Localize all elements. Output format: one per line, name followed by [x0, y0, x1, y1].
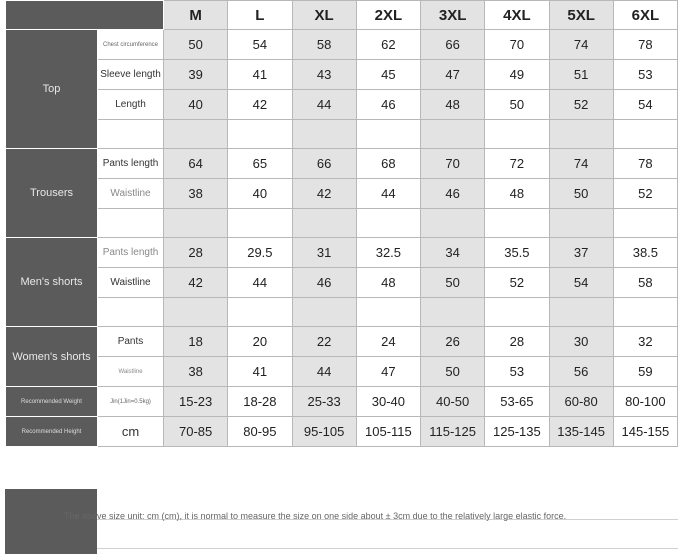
measurement-value: 64 [164, 149, 228, 179]
size-header-cell: 3XL [421, 1, 485, 30]
spacer-cell [485, 120, 549, 149]
measurement-row [6, 179, 678, 209]
spacer-cell [98, 209, 164, 238]
measurement-value: 37 [549, 238, 613, 268]
measurement-row [6, 327, 678, 357]
measurement-value: 49 [485, 60, 549, 90]
measurement-value: 40 [228, 179, 292, 209]
measurement-value: 54 [549, 268, 613, 298]
measurement-value: 45 [356, 60, 420, 90]
category-label: Top [6, 30, 98, 149]
spacer-cell [164, 209, 228, 238]
spacer-cell [421, 209, 485, 238]
recommended-weight-value: 80-100 [613, 387, 677, 417]
spacer-cell [549, 120, 613, 149]
recommended-weight-value: 30-40 [356, 387, 420, 417]
measurement-value: 68 [356, 149, 420, 179]
measurement-value: 30 [549, 327, 613, 357]
recommended-weight-value: 60-80 [549, 387, 613, 417]
spacer-cell [613, 120, 677, 149]
spacer-cell [421, 298, 485, 327]
measurement-value: 59 [613, 357, 677, 387]
measurement-value: 38 [164, 357, 228, 387]
recommended-height-value: 95-105 [292, 417, 356, 447]
measurement-value: 52 [485, 268, 549, 298]
recommended-height-value: 80-95 [228, 417, 292, 447]
size-header-cell: 5XL [549, 1, 613, 30]
recommended-height-value: 125-135 [485, 417, 549, 447]
measurement-value: 28 [164, 238, 228, 268]
measurement-row [6, 149, 678, 179]
measurement-value: 38 [164, 179, 228, 209]
size-chart-body [6, 1, 678, 447]
measurement-value: 38.5 [613, 238, 677, 268]
measurement-value: 70 [485, 30, 549, 60]
measurement-value: 48 [356, 268, 420, 298]
size-header-cell: 6XL [613, 1, 677, 30]
category-label: Trousers [6, 149, 98, 238]
size-header-cell: 4XL [485, 1, 549, 30]
size-header-cell: M [164, 1, 228, 30]
spacer-row [6, 120, 678, 149]
measurement-value: 44 [228, 268, 292, 298]
measurement-value: 47 [356, 357, 420, 387]
measurement-value: 74 [549, 149, 613, 179]
recommended-weight-value: 53-65 [485, 387, 549, 417]
measurement-label: Sleeve length [98, 60, 164, 90]
measurement-value: 29.5 [228, 238, 292, 268]
measurement-label: Waistline [98, 357, 164, 387]
spacer-cell [292, 120, 356, 149]
measurement-value: 58 [613, 268, 677, 298]
measurement-value: 74 [549, 30, 613, 60]
measurement-value: 54 [228, 30, 292, 60]
spacer-cell [356, 209, 420, 238]
measurement-value: 54 [613, 90, 677, 120]
measurement-value: 72 [485, 149, 549, 179]
recommended-height-value: 115-125 [421, 417, 485, 447]
spacer-cell [549, 209, 613, 238]
recommended-height-label: Recommended Height [6, 417, 98, 447]
recommended-height-value: 135-145 [549, 417, 613, 447]
note-category-block [5, 489, 97, 554]
spacer-cell [228, 298, 292, 327]
measurement-value: 51 [549, 60, 613, 90]
measurement-value: 28 [485, 327, 549, 357]
measurement-value: 46 [421, 179, 485, 209]
measurement-value: 70 [421, 149, 485, 179]
recommended-height-value: 145-155 [613, 417, 677, 447]
spacer-cell [164, 120, 228, 149]
measurement-value: 32 [613, 327, 677, 357]
spacer-cell [549, 298, 613, 327]
measurement-value: 50 [421, 268, 485, 298]
measurement-label: Pants length [98, 149, 164, 179]
measurement-row [6, 90, 678, 120]
measurement-value: 42 [164, 268, 228, 298]
spacer-cell [421, 120, 485, 149]
measurement-value: 32.5 [356, 238, 420, 268]
recommended-weight-unit: Jin(1Jin=0.5kg) [98, 387, 164, 417]
spacer-cell [613, 209, 677, 238]
spacer-cell [356, 120, 420, 149]
category-label: Women's shorts [6, 327, 98, 387]
recommended-weight-value: 25-33 [292, 387, 356, 417]
measurement-value: 50 [485, 90, 549, 120]
measurement-value: 31 [292, 238, 356, 268]
measurement-value: 58 [292, 30, 356, 60]
measurement-value: 26 [421, 327, 485, 357]
size-header-cell: 2XL [356, 1, 420, 30]
measurement-value: 78 [613, 149, 677, 179]
spacer-cell [228, 209, 292, 238]
measurement-value: 62 [356, 30, 420, 60]
category-label: Men's shorts [6, 238, 98, 327]
measurement-label: Waistline [98, 268, 164, 298]
measurement-value: 46 [292, 268, 356, 298]
spacer-cell [164, 298, 228, 327]
size-note: The above size unit: cm (cm), it is normal to measure the size on one side about ± 3cm due to the relatively large elastic force. [64, 511, 567, 521]
measurement-row [6, 30, 678, 60]
measurement-value: 50 [549, 179, 613, 209]
measurement-value: 50 [421, 357, 485, 387]
spacer-cell [613, 298, 677, 327]
spacer-cell [98, 298, 164, 327]
measurement-value: 22 [292, 327, 356, 357]
measurement-label: Length [98, 90, 164, 120]
recommended-height-row [6, 417, 678, 447]
measurement-value: 46 [356, 90, 420, 120]
spacer-cell [292, 209, 356, 238]
spacer-cell [228, 120, 292, 149]
measurement-value: 44 [356, 179, 420, 209]
measurement-value: 66 [292, 149, 356, 179]
recommended-height-value: 70-85 [164, 417, 228, 447]
header-corner [6, 1, 164, 30]
measurement-value: 40 [164, 90, 228, 120]
measurement-value: 20 [228, 327, 292, 357]
measurement-value: 18 [164, 327, 228, 357]
measurement-value: 35.5 [485, 238, 549, 268]
spacer-cell [292, 298, 356, 327]
measurement-label: Chest circumference [98, 30, 164, 60]
recommended-weight-row [6, 387, 678, 417]
recommended-weight-value: 15-23 [164, 387, 228, 417]
measurement-row [6, 60, 678, 90]
measurement-value: 52 [549, 90, 613, 120]
note-bottom-divider [97, 548, 678, 549]
spacer-cell [485, 209, 549, 238]
measurement-value: 53 [613, 60, 677, 90]
measurement-value: 48 [421, 90, 485, 120]
measurement-value: 52 [613, 179, 677, 209]
measurement-value: 34 [421, 238, 485, 268]
measurement-value: 42 [292, 179, 356, 209]
measurement-value: 56 [549, 357, 613, 387]
spacer-row [6, 209, 678, 238]
recommended-height-unit: cm [98, 417, 164, 447]
measurement-label: Waistline [98, 179, 164, 209]
measurement-label: Pants length [98, 238, 164, 268]
measurement-value: 50 [164, 30, 228, 60]
measurement-value: 47 [421, 60, 485, 90]
measurement-value: 41 [228, 357, 292, 387]
spacer-cell [98, 120, 164, 149]
measurement-row [6, 238, 678, 268]
recommended-weight-value: 40-50 [421, 387, 485, 417]
measurement-value: 39 [164, 60, 228, 90]
spacer-cell [485, 298, 549, 327]
measurement-value: 24 [356, 327, 420, 357]
recommended-weight-label: Recommended Weight [6, 387, 98, 417]
spacer-cell [356, 298, 420, 327]
recommended-height-value: 105-115 [356, 417, 420, 447]
measurement-label: Pants [98, 327, 164, 357]
measurement-value: 44 [292, 357, 356, 387]
measurement-value: 43 [292, 60, 356, 90]
size-header-cell: XL [292, 1, 356, 30]
spacer-row [6, 298, 678, 327]
measurement-value: 42 [228, 90, 292, 120]
measurement-row [6, 357, 678, 387]
size-header-row [6, 1, 678, 30]
measurement-value: 65 [228, 149, 292, 179]
measurement-value: 41 [228, 60, 292, 90]
recommended-weight-value: 18-28 [228, 387, 292, 417]
measurement-value: 78 [613, 30, 677, 60]
measurement-value: 48 [485, 179, 549, 209]
measurement-row [6, 268, 678, 298]
size-chart-table [5, 0, 678, 447]
size-header-cell: L [228, 1, 292, 30]
measurement-value: 44 [292, 90, 356, 120]
measurement-value: 53 [485, 357, 549, 387]
measurement-value: 66 [421, 30, 485, 60]
